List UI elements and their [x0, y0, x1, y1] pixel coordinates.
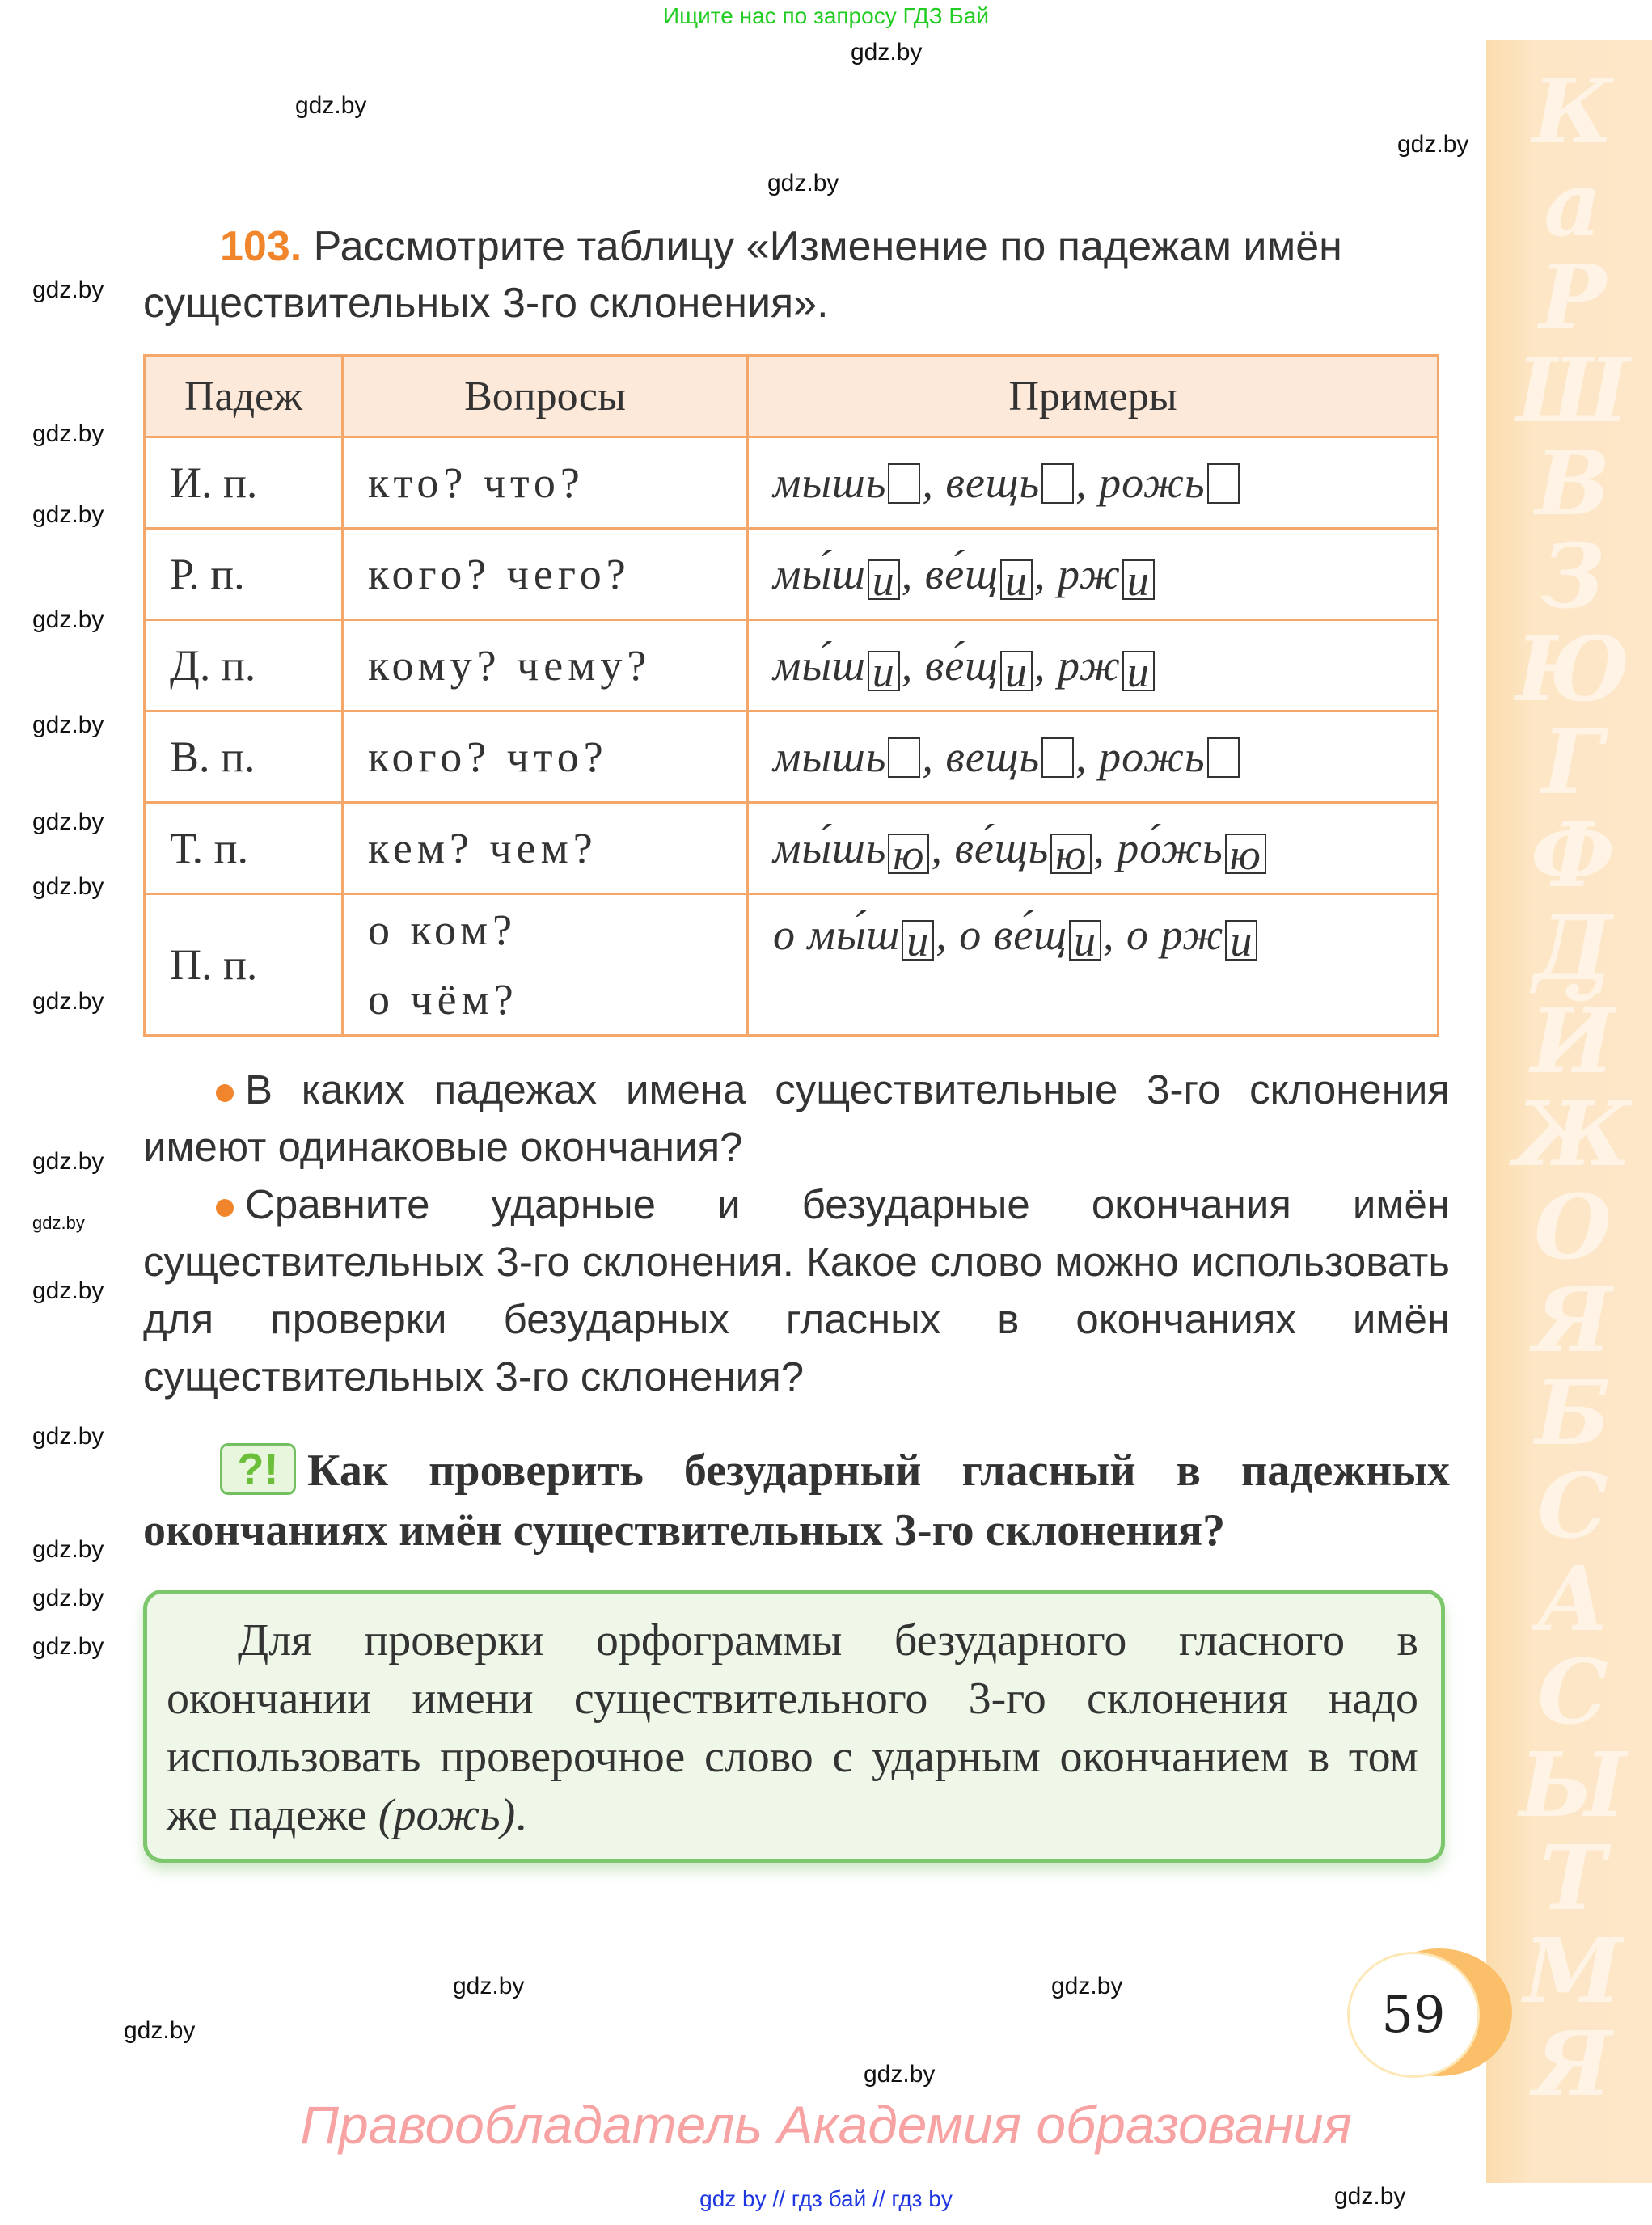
ending-box: [1041, 737, 1074, 778]
ending-box: [1041, 463, 1074, 504]
example-stem: ве́щ: [924, 640, 999, 690]
example-stem: о ве́щ: [959, 910, 1067, 959]
ending-box: и: [1122, 559, 1155, 600]
examples-cell: [748, 437, 1439, 529]
watermark: gdz.by: [851, 39, 923, 65]
ending-box: и: [1225, 920, 1257, 961]
ending-box: и: [868, 651, 900, 691]
bullet-text: В каких падежах имена существительные 3-го склонения имеют одинаковые окончания?: [143, 1066, 1450, 1170]
question-text: кого? чего?: [368, 550, 631, 598]
question-text: кого? что?: [368, 733, 608, 781]
copyright-watermark: Правообладатель Академия образования: [300, 2095, 1352, 2155]
question-text: кто? что?: [368, 458, 585, 507]
example-word: [1099, 458, 1240, 507]
example-word: [773, 458, 922, 507]
bullet-dot-icon: [216, 1199, 234, 1217]
page-number: 59: [1347, 1952, 1480, 2078]
watermark: gdz.by: [32, 1423, 104, 1450]
table-header-row: [145, 356, 1439, 437]
separator: ,: [922, 458, 946, 507]
questions-cell: [343, 529, 748, 620]
page-content: [143, 218, 1450, 1863]
ending-box: ю: [888, 834, 929, 874]
ending-box: ю: [1050, 834, 1092, 874]
example-stem: рж: [1057, 640, 1121, 690]
watermark: gdz.by: [32, 809, 104, 835]
example-word: [773, 910, 936, 965]
example-stem: вещь: [945, 733, 1041, 781]
example-stem: мы́ш: [773, 640, 866, 690]
example-stem: рж: [1057, 549, 1121, 598]
question-text: кем? чем?: [368, 824, 598, 872]
example-stem: ве́щ: [924, 549, 999, 598]
example-stem: мышь: [773, 458, 887, 507]
example-word: [1057, 549, 1156, 605]
exercise-heading: [143, 218, 1450, 331]
case-cell: Т. п.: [145, 803, 343, 894]
bullet-dot-icon: [216, 1084, 234, 1102]
question-text: о чём?: [368, 975, 518, 1024]
table-row: [145, 894, 1439, 1036]
example-word: [773, 733, 922, 781]
watermark: gdz.by: [32, 277, 104, 303]
watermark: gdz.by: [1397, 131, 1469, 158]
separator: ,: [1033, 549, 1058, 598]
example-stem: мы́шь: [773, 823, 887, 872]
watermark: gdz.by: [32, 873, 104, 900]
watermark: gdz.by: [32, 988, 104, 1015]
ending-box: и: [1122, 651, 1155, 691]
ending-box: ю: [1225, 834, 1266, 874]
separator: ,: [1075, 733, 1100, 781]
watermark: gdz.by: [1051, 1973, 1123, 1999]
case-cell: Д. п.: [145, 620, 343, 711]
separator: ,: [1093, 823, 1118, 872]
watermark: gdz.by: [32, 1633, 104, 1660]
bullet-item: [143, 1061, 1450, 1176]
example-word: [945, 733, 1075, 781]
table-row: [145, 529, 1439, 620]
examples-cell: [748, 711, 1439, 803]
watermark: gdz.by: [1334, 2183, 1406, 2210]
separator: ,: [1075, 458, 1100, 507]
watermark: gdz.by: [32, 420, 104, 447]
search-banner-link[interactable]: Ищите нас по запросу ГДЗ Бай: [662, 3, 990, 28]
ending-box: [1207, 463, 1240, 504]
watermark: gdz.by: [864, 2061, 936, 2088]
separator: ,: [922, 733, 946, 781]
examples-cell: [748, 894, 1439, 1036]
bullet-item: [143, 1176, 1450, 1405]
example-stem: вещь: [945, 458, 1041, 507]
ending-box: и: [902, 920, 934, 961]
watermark: gdz.by: [295, 92, 367, 119]
table-row: [145, 711, 1439, 803]
rule-body: Для проверки орфограммы безударного гласного в окончании имени существительного 3-го склонения надо использовать проверочное слово с ударным окончанием в том же падеже: [167, 1615, 1418, 1840]
example-word: [945, 458, 1075, 507]
watermark: gdz.by: [124, 2017, 196, 2044]
side-strip-letters: К а Р Ш В З Ю Г Ф Д Й Ж О Я Б С А С Ы Т М Я: [1514, 59, 1632, 2116]
questions-cell: [343, 437, 748, 529]
rule-end: .: [515, 1790, 527, 1840]
rule-example: (рожь): [378, 1790, 516, 1840]
rule-question: Как проверить безударный гласный в падежных окончаниях имён существительных 3-го склонения?: [143, 1446, 1450, 1556]
example-word: [924, 640, 1034, 696]
ending-box: и: [1000, 651, 1033, 691]
example-word: [924, 549, 1034, 605]
case-cell: П. п.: [145, 894, 343, 1036]
example-word: [959, 910, 1103, 965]
question-exclamation-icon: ?!: [220, 1443, 296, 1495]
example-stem: мы́ш: [773, 549, 866, 598]
question-text: кому? чему?: [368, 641, 652, 690]
example-stem: о мы́ш: [773, 910, 901, 959]
questions-cell: [343, 894, 748, 1036]
example-word: [773, 640, 902, 696]
ending-box: [1207, 737, 1240, 778]
watermark: gdz.by: [32, 501, 104, 528]
watermark: gdz.by: [453, 1973, 525, 1999]
watermark: gdz.by: [32, 1277, 104, 1304]
watermark: gdz.by: [767, 170, 839, 196]
case-cell: Р. п.: [145, 529, 343, 620]
bullet-text: Сравните ударные и безударные окончания имён существительных 3-го склонения. Какое слово можно использовать для проверки безударных гласных в окончаниях имён существительных 3-го склонения?: [143, 1181, 1450, 1400]
questions-cell: [343, 620, 748, 711]
exercise-text: Рассмотрите таблицу «Изменение по падежам имён существительных 3-го склонения».: [143, 223, 1342, 327]
table-row: [145, 620, 1439, 711]
example-stem: ве́щь: [954, 823, 1050, 872]
example-word: [1099, 733, 1240, 781]
watermark: gdz.by: [32, 711, 104, 738]
watermark: gdz.by: [32, 606, 104, 633]
example-stem: ро́жь: [1117, 823, 1223, 872]
separator: ,: [901, 640, 925, 690]
ending-box: [888, 463, 920, 504]
bottom-links[interactable]: gdz by // гдз бай // гдз by: [699, 2186, 953, 2211]
table-row: [145, 803, 1439, 894]
example-stem: о рж: [1126, 910, 1224, 959]
example-word: [954, 823, 1093, 879]
case-cell: И. п.: [145, 437, 343, 529]
ending-box: [888, 737, 920, 778]
example-word: [1057, 640, 1156, 696]
watermark: gdz.by: [32, 1585, 104, 1611]
example-word: [773, 823, 931, 879]
example-stem: рожь: [1099, 733, 1206, 781]
questions-cell: [343, 711, 748, 803]
header-case: Падеж: [145, 356, 343, 437]
ending-box: и: [1000, 559, 1033, 600]
rule-text: [147, 1594, 1441, 1844]
separator: ,: [1033, 640, 1058, 690]
ending-box: и: [868, 559, 900, 600]
question-text: о ком?: [368, 906, 518, 954]
example-word: [773, 549, 902, 605]
exercise-questions: [143, 1061, 1450, 1405]
declension-table: [143, 354, 1439, 1037]
separator: ,: [1102, 910, 1126, 959]
separator: ,: [936, 910, 960, 959]
watermark: gdz.by: [32, 1148, 104, 1175]
separator: ,: [901, 549, 925, 598]
example-stem: мышь: [773, 733, 887, 781]
watermark: gdz.by: [32, 1213, 85, 1233]
header-examples: Примеры: [748, 356, 1439, 437]
exercise-number: 103.: [220, 223, 302, 270]
example-stem: рожь: [1099, 458, 1206, 507]
examples-cell: [748, 620, 1439, 711]
examples-cell: [748, 803, 1439, 894]
table-row: [145, 437, 1439, 529]
rule-box: [143, 1590, 1445, 1863]
ending-box: и: [1069, 920, 1101, 961]
header-questions: Вопросы: [343, 356, 748, 437]
examples-cell: [748, 529, 1439, 620]
example-word: [1126, 910, 1259, 965]
watermark: gdz.by: [32, 1536, 104, 1563]
rule-question-block: [143, 1441, 1450, 1560]
separator: ,: [931, 823, 955, 872]
example-word: [1117, 823, 1268, 879]
case-cell: В. п.: [145, 711, 343, 803]
questions-cell: [343, 803, 748, 894]
